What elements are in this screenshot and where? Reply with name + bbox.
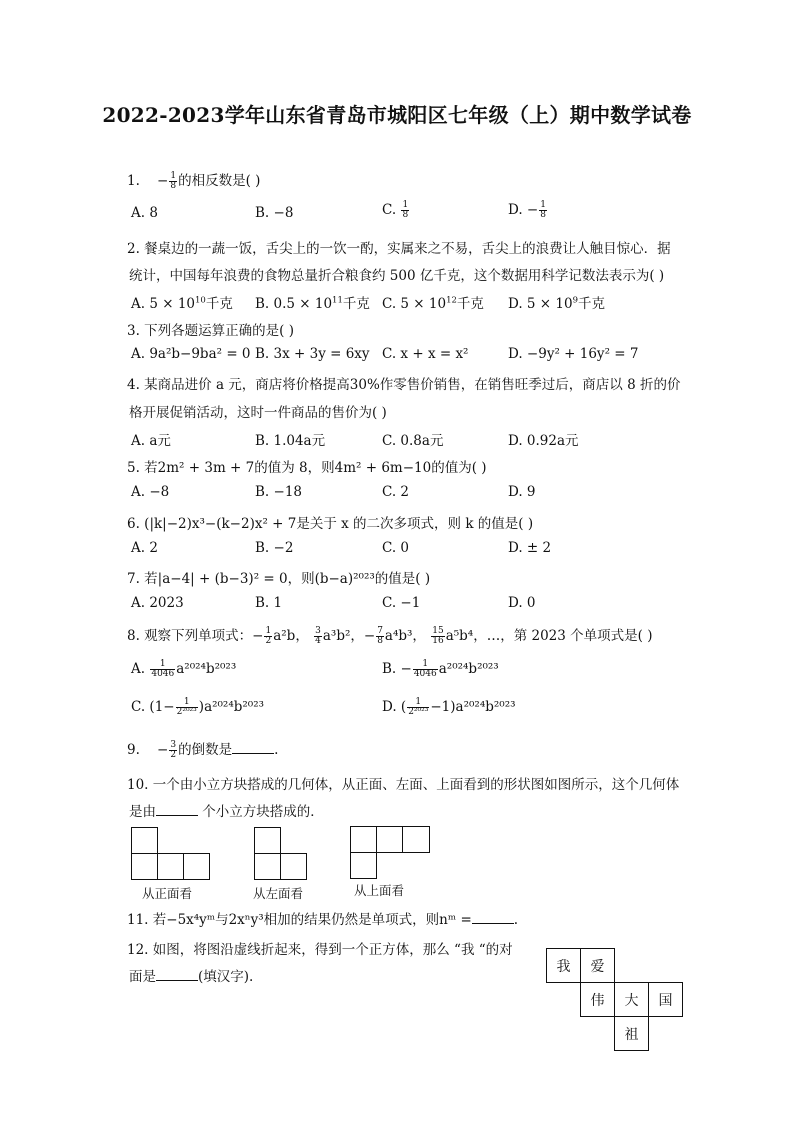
option-b[interactable]: B. 1	[255, 595, 283, 611]
option-c[interactable]: C. 0.8a元	[382, 433, 444, 449]
answer-blank[interactable]	[232, 741, 274, 754]
net-cell: 大	[614, 982, 649, 1017]
option-d[interactable]: D. −9y² + 16y² = 7	[508, 346, 639, 362]
option-b[interactable]: B. −18	[255, 484, 302, 500]
option-b[interactable]: B. −8	[255, 205, 294, 221]
option-a[interactable]: A. 9a²b−9ba² = 0	[131, 346, 251, 362]
option-c[interactable]: C. 0	[382, 540, 410, 556]
option-c[interactable]: C. x + x = x²	[382, 346, 469, 362]
question-2-line-2: 统计，中国每年浪费的食物总量折合粮食约 500 亿千克，这个数据用科学记数法表示为( )	[129, 268, 665, 284]
answer-blank[interactable]	[472, 911, 514, 924]
question-10-line-1: 10. 一个由小立方块搭成的几何体，从正面、左面、上面看到的形状图如图所示，这个几何体	[127, 777, 680, 793]
question-11: 11. 若−5x⁴yᵐ与2xⁿy³相加的结果仍然是单项式，则nᵐ = .	[127, 912, 519, 928]
option-c[interactable]: C. (1− $\frac{1}{\text{2²⁰²³}}$ )a²⁰²⁴b²⁰²³	[131, 697, 265, 717]
question-5: 5. 若2m² + 3m + 7的值为 8，则4m² + 6m−10的值为( )	[127, 460, 487, 476]
question-12-line-2: 面是 (填汉字).	[129, 969, 254, 985]
page-title: 2022-2023学年山东省青岛市城阳区七年级（上）期中数学试卷	[102, 103, 692, 127]
option-d[interactable]: D. ± 2	[508, 540, 552, 556]
option-d[interactable]: D. ( $\frac{1}{\text{2²⁰²³}}$ −1)a²⁰²⁴b²⁰²³	[382, 697, 516, 717]
left-view-caption: 从左面看	[253, 886, 304, 901]
question-10-line-2: 是由 个小立方块搭成的．	[129, 804, 324, 820]
option-a[interactable]: A. 8	[131, 205, 158, 221]
question-1: 1. − $\frac{1}{8}$ 的相反数是( )	[127, 171, 261, 191]
option-b[interactable]: B. −2	[255, 540, 294, 556]
option-a[interactable]: A. 2023	[131, 595, 184, 611]
option-c[interactable]: C. −1	[382, 595, 421, 611]
answer-blank[interactable]	[156, 968, 198, 981]
net-cell: 国	[648, 982, 683, 1017]
option-a[interactable]: A. $\frac{1}{4046}$ a²⁰²⁴b²⁰²³	[131, 659, 237, 679]
option-a[interactable]: A. a元	[131, 433, 171, 449]
question-3: 3. 下列各题运算正确的是( )	[127, 323, 294, 339]
question-7: 7. 若|a−4| + (b−3)² = 0，则(b−a)²⁰²³的值是( )	[127, 571, 431, 587]
question-2-line-1: 2. 餐桌边的一蔬一饭，舌尖上的一饮一酌，实属来之不易，舌尖上的浪费让人触目惊心．据	[127, 241, 671, 257]
question-6: 6. (|k|−2)x³−(k−2)x² + 7是关于 x 的二次多项式，则 k 的值是( )	[127, 516, 534, 532]
answer-blank[interactable]	[156, 803, 198, 816]
question-4-line-2: 格开展促销活动，这时一件商品的售价为( )	[129, 405, 387, 421]
question-8: 8. 观察下列单项式：− $\frac{1}{2}$ a²b， $\frac{3}{4}$ a³b²，− $\frac{7}{8}$ a⁴b³， $\frac{15}{16}$ a⁵b⁴，…，第 2023 个单项式是( )	[127, 626, 653, 646]
option-a[interactable]: A. 2	[131, 540, 158, 556]
question-9: 9. − $\frac{3}{2}$ 的倒数是 .	[127, 740, 279, 760]
net-cell: 爱	[580, 948, 615, 983]
option-d[interactable]: D. 0	[508, 595, 536, 611]
option-b[interactable]: B. 1.04a元	[255, 433, 326, 449]
option-d[interactable]: D. $5 \times 10^9$千克	[508, 295, 606, 312]
option-c[interactable]: C. $\frac{1}{8}$	[382, 200, 409, 220]
option-a[interactable]: A. $5 \times 10^{10}$千克	[131, 295, 233, 312]
option-c[interactable]: C. $5 \times 10^{12}$千克	[382, 295, 484, 312]
option-d[interactable]: D. 0.92a元	[508, 433, 579, 449]
front-view-caption: 从正面看	[142, 886, 193, 901]
net-cell: 祖	[614, 1016, 649, 1051]
option-d[interactable]: D. 9	[508, 484, 536, 500]
option-b[interactable]: B. $0.5 \times 10^{11}$千克	[255, 295, 370, 312]
option-b[interactable]: B. − $\frac{1}{4046}$ a²⁰²⁴b²⁰²³	[382, 659, 499, 679]
question-4-line-1: 4. 某商品进价 a 元，商店将价格提高30%作零售价销售，在销售旺季过后，商店以 8 折的价	[127, 377, 681, 393]
option-c[interactable]: C. 2	[382, 484, 410, 500]
net-cell: 伟	[580, 982, 615, 1017]
option-b[interactable]: B. 3x + 3y = 6xy	[255, 346, 370, 362]
fraction: $\frac{1}{8}$	[170, 171, 177, 191]
question-12-line-1: 12. 如图，将图沿虚线折起来，得到一个正方体，那么 “我 “的对	[127, 942, 513, 958]
question-number: 1.	[127, 173, 140, 189]
option-d[interactable]: D. − $\frac{1}{8}$	[508, 200, 546, 220]
net-cell: 我	[546, 948, 581, 983]
top-view-caption: 从上面看	[354, 883, 405, 898]
option-a[interactable]: A. −8	[131, 484, 170, 500]
